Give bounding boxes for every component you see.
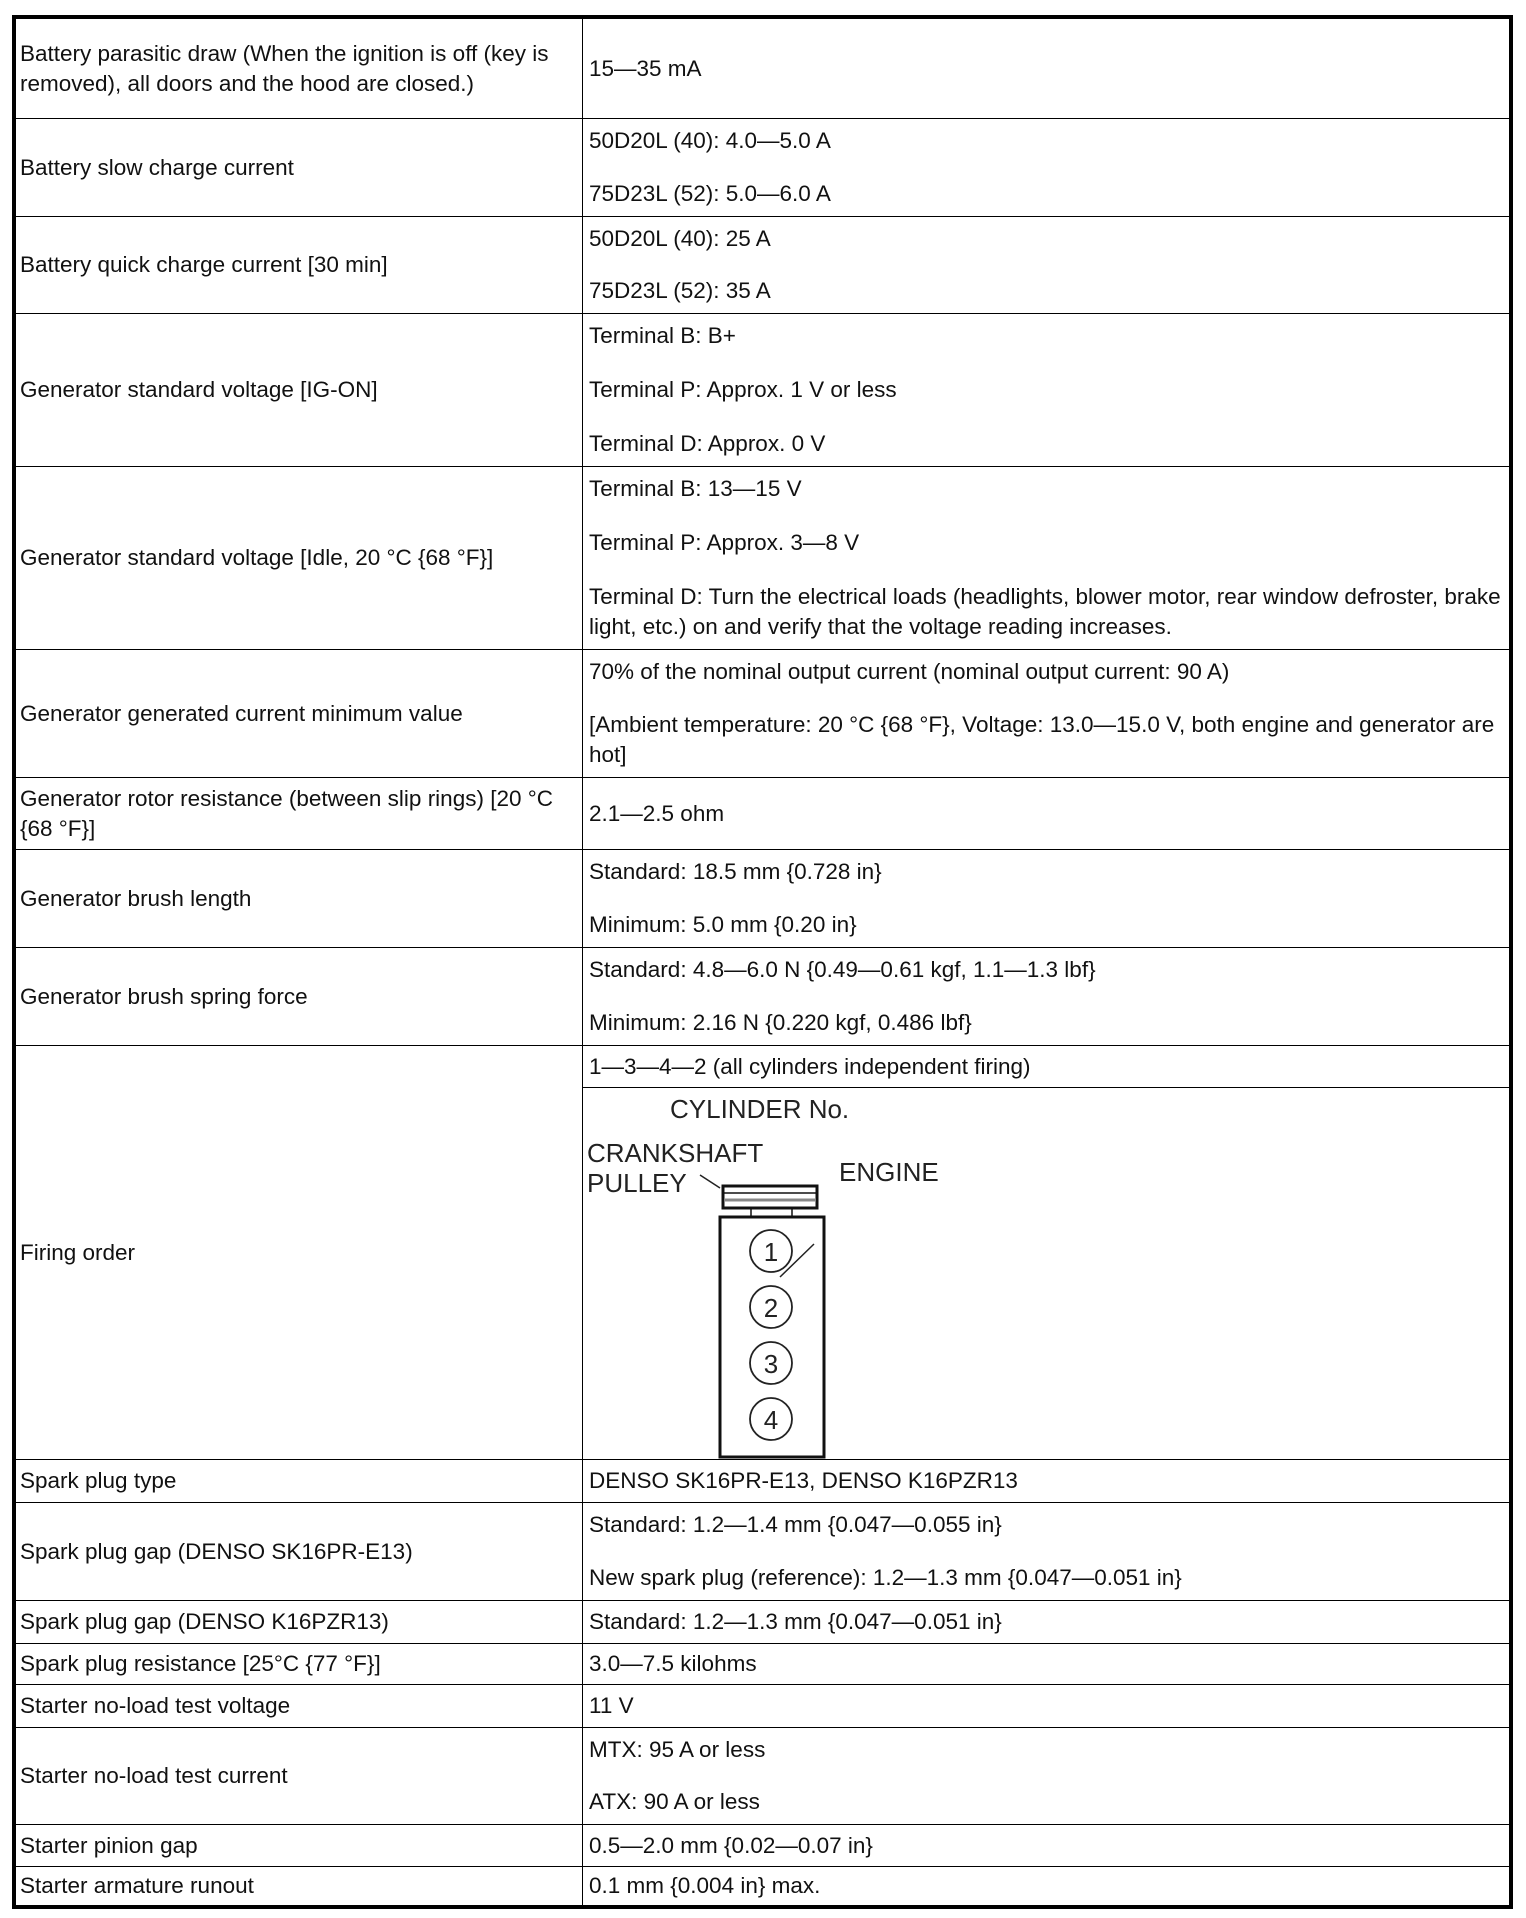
table-row [16, 217, 1509, 314]
value-line: 3.0—7.5 kilohms [589, 1651, 757, 1676]
spec-value [583, 1460, 1509, 1502]
table-row [16, 1728, 1509, 1825]
spec-value [583, 1825, 1509, 1866]
value-line: DENSO SK16PR-E13, DENSO K16PZR13 [589, 1468, 1018, 1493]
value-line: 75D23L (52): 35 A [589, 278, 771, 303]
spec-value [583, 119, 1509, 216]
value-line: Minimum: 2.16 N {0.220 kgf, 0.486 lbf} [589, 1010, 972, 1035]
crankshaft-pulley-icon [723, 1186, 817, 1217]
spec-value [583, 850, 1509, 947]
spec-label: Generator standard voltage [IG-ON] [16, 314, 583, 466]
spec-label: Starter pinion gap [16, 1825, 583, 1866]
value-line: 15—35 mA [589, 55, 702, 81]
value-line: Terminal D: Approx. 0 V [589, 431, 826, 456]
cylinder-1-icon [750, 1230, 792, 1272]
cylinder-2-icon [750, 1286, 792, 1328]
value-line: 75D23L (52): 5.0—6.0 A [589, 181, 831, 206]
svg-text:3: 3 [763, 1349, 779, 1379]
value-line: 0.5—2.0 mm {0.02—0.07 in} [589, 1832, 873, 1858]
table-row [16, 1825, 1509, 1867]
table-row [16, 778, 1509, 850]
spec-label: Generator rotor resistance (between slip rings) [20 °C {68 °F}] [16, 778, 583, 849]
value-line: 70% of the nominal output current (nominal output current: 90 A) [589, 659, 1230, 684]
value-line: 50D20L (40): 25 A [589, 226, 771, 251]
spec-value [583, 1503, 1509, 1600]
spec-label: Spark plug gap (DENSO SK16PR-E13) [16, 1503, 583, 1600]
table-row [16, 1046, 1509, 1460]
value-line: 1—3—4—2 (all cylinders independent firing) [589, 1053, 1031, 1079]
cylinder-3-icon [750, 1342, 792, 1384]
spec-value [583, 1728, 1509, 1824]
spec-label: Starter no-load test current [16, 1728, 583, 1824]
engine-label: ENGINE [839, 1157, 939, 1187]
crankshaft-label: CRANKSHAFT [587, 1138, 764, 1168]
spec-value [583, 778, 1509, 849]
cylinder-no-label: CYLINDER No. [670, 1094, 850, 1124]
table-row [16, 948, 1509, 1046]
value-line: Terminal P: Approx. 1 V or less [589, 377, 897, 402]
value-line: 0.1 mm {0.004 in} max. [589, 1873, 821, 1898]
spec-label: Generator generated current minimum value [16, 650, 583, 777]
pulley-label: PULLEY [587, 1168, 687, 1198]
spec-label: Generator brush length [16, 850, 583, 947]
spec-value [583, 1644, 1509, 1684]
value-line: ATX: 90 A or less [589, 1789, 760, 1814]
table-row [16, 314, 1509, 467]
firing-order-diagram [583, 1088, 1509, 1459]
spec-value [583, 314, 1509, 466]
table-row [16, 19, 1509, 119]
value-line: Standard: 1.2—1.3 mm {0.047—0.051 in} [589, 1609, 1002, 1634]
value-line: Terminal B: 13—15 V [589, 476, 802, 501]
spec-label: Generator standard voltage [Idle, 20 °C {68 °F}] [16, 467, 583, 649]
spec-value [583, 948, 1509, 1045]
firing-order-text [583, 1046, 1509, 1088]
spec-value [583, 19, 1509, 118]
pulley-leader-line [700, 1175, 720, 1188]
spec-label: Battery quick charge current [30 min] [16, 217, 583, 313]
spec-label: Spark plug resistance [25°C {77 °F}] [16, 1644, 583, 1684]
spec-label: Battery slow charge current [16, 119, 583, 216]
value-line: MTX: 95 A or less [589, 1737, 766, 1762]
table-row [16, 1685, 1509, 1728]
svg-text:1: 1 [763, 1237, 779, 1267]
value-line: Terminal D: Turn the electrical loads (headlights, blower motor, rear window defroster, brake light, etc.) on and verify that the voltage reading increases. [589, 584, 1501, 639]
table-row [16, 1644, 1509, 1685]
spec-label: Spark plug gap (DENSO K16PZR13) [16, 1601, 583, 1643]
spec-value [583, 1601, 1509, 1643]
spec-label: Firing order [16, 1046, 583, 1459]
table-row [16, 650, 1509, 778]
table-row [16, 1601, 1509, 1644]
value-line: [Ambient temperature: 20 °C {68 °F}, Voltage: 13.0—15.0 V, both engine and generator are hot] [589, 712, 1495, 767]
value-line: Standard: 4.8—6.0 N {0.49—0.61 kgf, 1.1—1.3 lbf} [589, 957, 1096, 982]
table-row [16, 467, 1509, 650]
spec-label: Generator brush spring force [16, 948, 583, 1045]
value-line: New spark plug (reference): 1.2—1.3 mm {0.047—0.051 in} [589, 1565, 1182, 1590]
spec-value [583, 467, 1509, 649]
spec-value [583, 650, 1509, 777]
spec-value [583, 217, 1509, 313]
value-line: 11 V [589, 1693, 634, 1718]
table-row [16, 850, 1509, 948]
value-line: 2.1—2.5 ohm [589, 800, 725, 826]
engine-diagram [583, 1088, 1083, 1460]
spec-value [583, 1867, 1509, 1905]
spec-label: Starter armature runout [16, 1867, 583, 1905]
spec-value [583, 1046, 1509, 1459]
value-line: Terminal P: Approx. 3—8 V [589, 530, 860, 555]
value-line: 50D20L (40): 4.0—5.0 A [589, 128, 831, 153]
spec-value [583, 1685, 1509, 1727]
spec-table [12, 15, 1513, 1909]
svg-text:2: 2 [763, 1293, 779, 1323]
svg-text:4: 4 [763, 1405, 779, 1435]
table-row [16, 1867, 1509, 1905]
spec-label: Spark plug type [16, 1460, 583, 1502]
table-row [16, 1460, 1509, 1503]
spec-label: Starter no-load test voltage [16, 1685, 583, 1727]
spec-label: Battery parasitic draw (When the ignition is off (key is removed), all doors and the hood are closed.) [16, 19, 583, 118]
value-line: Terminal B: B+ [589, 323, 736, 348]
table-row [16, 119, 1509, 217]
table-row [16, 1503, 1509, 1601]
value-line: Standard: 1.2—1.4 mm {0.047—0.055 in} [589, 1512, 1002, 1537]
value-line: Standard: 18.5 mm {0.728 in} [589, 859, 882, 884]
cylinder-4-icon [750, 1398, 792, 1440]
value-line: Minimum: 5.0 mm {0.20 in} [589, 912, 857, 937]
